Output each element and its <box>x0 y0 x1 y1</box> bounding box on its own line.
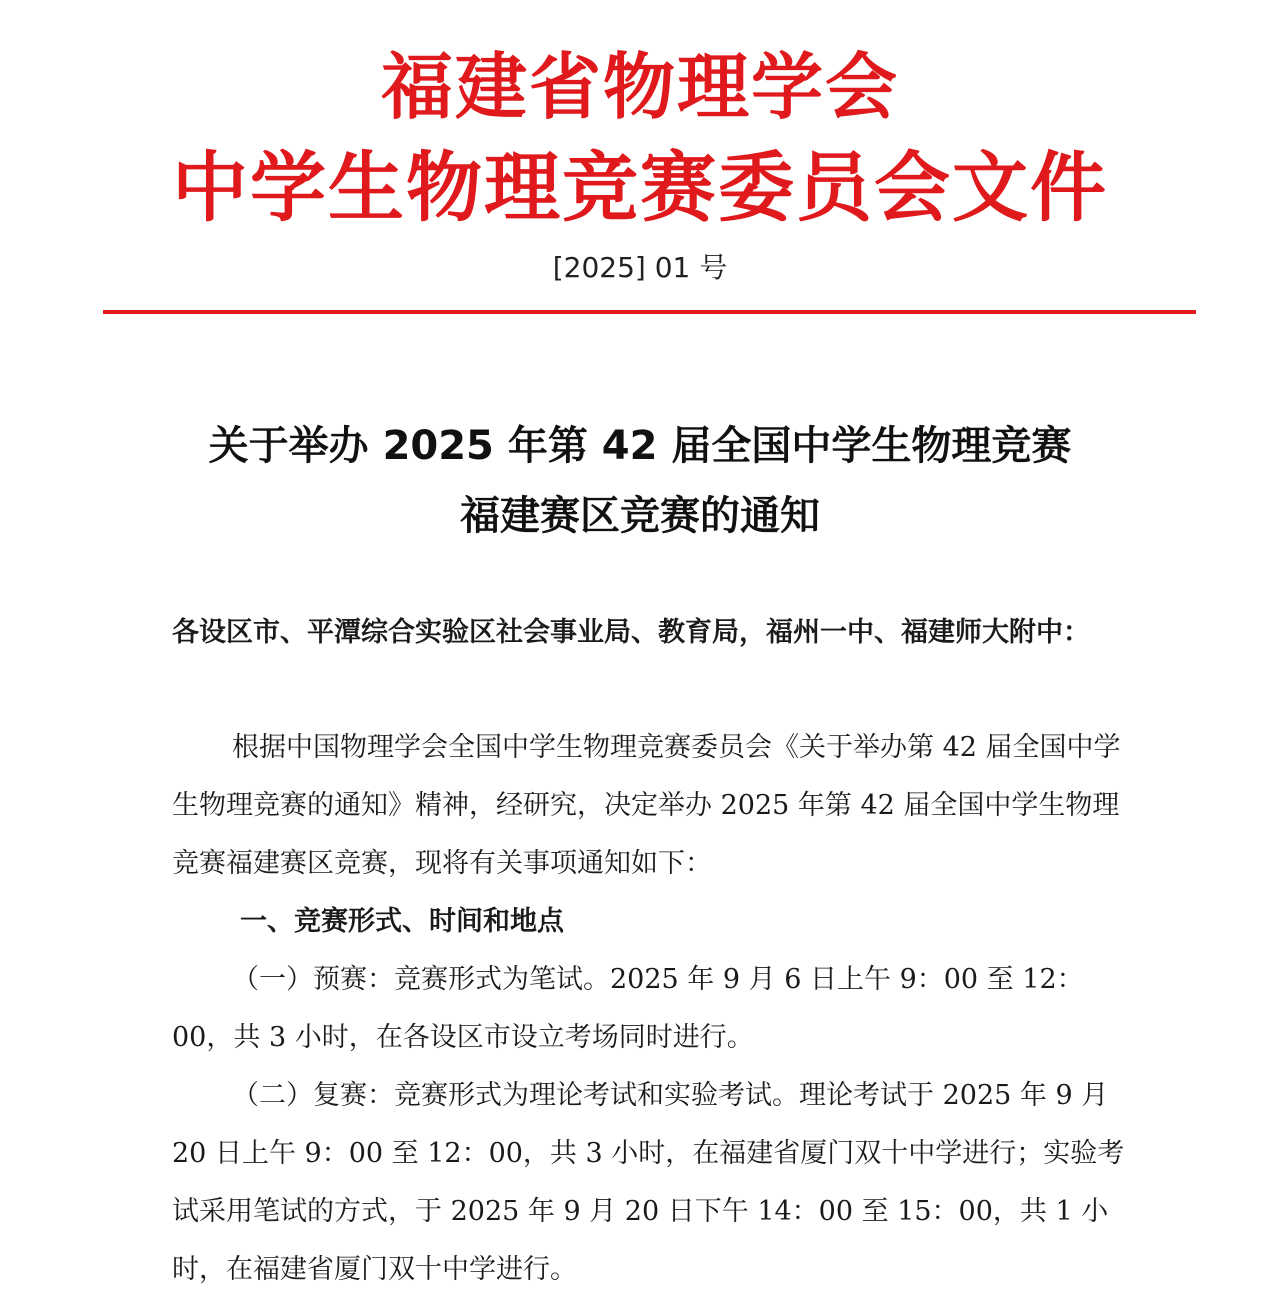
org-name-line1: 福建省物理学会 <box>380 45 899 129</box>
recipients: 各设区市、平潭综合实验区社会事业局、教育局，福州一中、福建师大附中： <box>172 617 1090 648</box>
item2-paragraph: （二）复赛：竞赛形式为理论考试和实验考试。理论考试于 2025 年 9 月 20 日上午 9：00 至 12：00，共 3 小时，在福建省厦门双十中学进行；实验考试采用笔试的方式，于 2025 年 9 月 20 日下午 14：00 至 15：00，共 1 小时，在福建省厦门双十中学进行。 <box>172 1080 1125 1285</box>
document-number: [2025] 01 号 <box>552 251 728 284</box>
org-name-line2: 中学生物理竞赛委员会文件 <box>172 143 1108 232</box>
notice-title-line2: 福建赛区竞赛的通知 <box>460 493 820 539</box>
item1-paragraph: （一）预赛：竞赛形式为笔试。2025 年 9 月 6 日上午 9：00 至 12：00，共 3 小时，在各设区市设立考场同时进行。 <box>172 964 1084 1053</box>
intro-paragraph: 根据中国物理学会全国中学生物理竞赛委员会《关于举办第 42 届全国中学生物理竞赛的通知》精神，经研究，决定举办 2025 年第 42 届全国中学生物理竞赛福建赛区竞赛，现将有关事项通知如下： <box>172 732 1121 879</box>
notice-title-line1: 关于举办 2025 年第 42 届全国中学生物理竞赛 <box>208 423 1072 469</box>
red-divider <box>103 310 1196 314</box>
section1-heading: 一、竞赛形式、时间和地点 <box>240 906 564 937</box>
